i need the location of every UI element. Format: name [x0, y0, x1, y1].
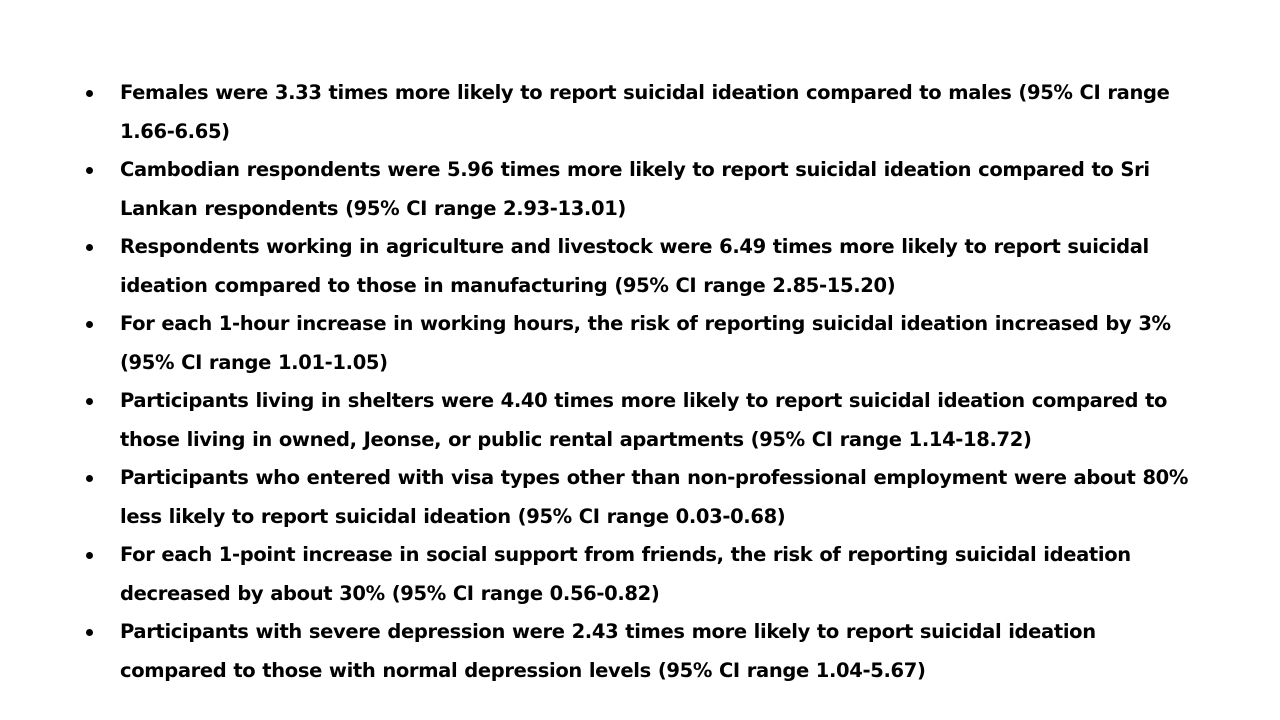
bullet-icon — [86, 475, 93, 482]
bullet-icon — [86, 167, 93, 174]
finding-item — [84, 382, 1200, 459]
finding-item — [84, 536, 1200, 613]
finding-item — [84, 459, 1200, 536]
finding-text: Females were 3.33 times more likely to report suicidal ideation compared to males (95% CI range 1.66-6.65) — [120, 81, 1170, 143]
bullet-icon — [86, 90, 93, 97]
finding-text: Cambodian respondents were 5.96 times more likely to report suicidal ideation compared to Sri Lankan respondents (95% CI range 2.93-13.01) — [120, 158, 1150, 220]
finding-text: Respondents working in agriculture and livestock were 6.49 times more likely to report suicidal ideation compared to those in manufacturing (95% CI range 2.85-15.20) — [120, 235, 1149, 297]
bullet-icon — [86, 244, 93, 251]
finding-item — [84, 305, 1200, 382]
finding-item — [84, 228, 1200, 305]
finding-text: Participants with severe depression were 2.43 times more likely to report suicidal ideation compared to those with normal depression levels (95% CI range 1.04-5.67) — [120, 620, 1096, 682]
bullet-icon — [86, 398, 93, 405]
finding-text: Participants who entered with visa types other than non-professional employment were about 80% less likely to report suicidal ideation (95% CI range 0.03-0.68) — [120, 466, 1189, 528]
bullet-icon — [86, 321, 93, 328]
finding-text: Participants living in shelters were 4.40 times more likely to report suicidal ideation compared to those living in owned, Jeonse, or public rental apartments (95% CI range 1.14-18.72) — [120, 389, 1168, 451]
finding-item — [84, 74, 1200, 151]
finding-item — [84, 151, 1200, 228]
finding-text: For each 1-hour increase in working hours, the risk of reporting suicidal ideation increased by 3% (95% CI range 1.01-1.05) — [120, 312, 1171, 374]
finding-item — [84, 613, 1200, 690]
findings-list — [84, 74, 1200, 690]
finding-text: For each 1-point increase in social support from friends, the risk of reporting suicidal ideation decreased by about 30% (95% CI range 0.56-0.82) — [120, 543, 1131, 605]
bullet-icon — [86, 629, 93, 636]
bullet-icon — [86, 552, 93, 559]
